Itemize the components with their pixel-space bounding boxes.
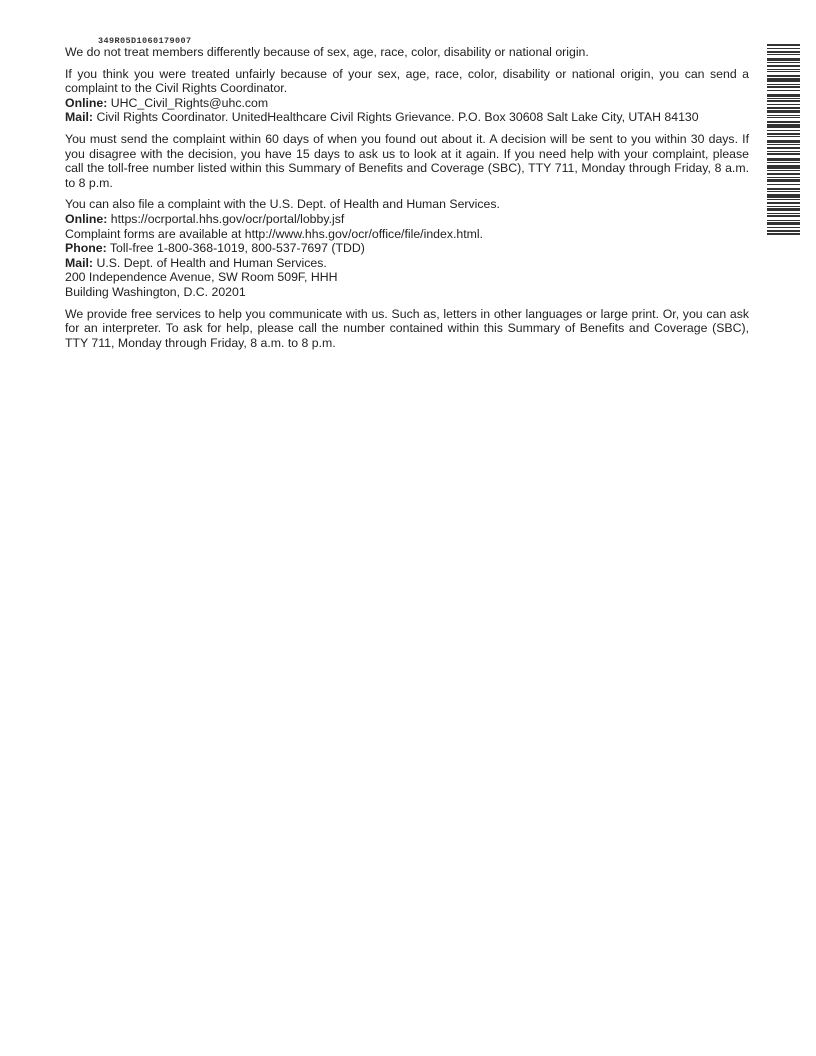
hhs-phone-number: Toll-free 1-800-368-1019, 800-537-7697 (TDD) — [109, 241, 365, 256]
barcode-graphic — [767, 44, 800, 277]
free-services-paragraph: We provide free services to help you communicate with us. Such as, letters in other languages or large print. Or, you can ask for an interpreter. To ask for help, please call the number contained within this Summary of Benefits and Coverage (SBC), TTY 711, Monday through Friday, 8 a.m. to 8 p.m. — [65, 306, 749, 350]
complaint-intro: If you think you were treated unfairly because of your sex, age, race, color, disability or national origin, you can send a complaint to the Civil Rights Coordinator. — [65, 66, 749, 96]
hhs-address-line2: Building Washington, D.C. 20201 — [65, 284, 246, 299]
hhs-phone-label: Phone: — [65, 241, 107, 256]
document-page — [65, 37, 749, 357]
hhs-online-url: https://ocrportal.hhs.gov/ocr/portal/lobby.jsf — [110, 211, 345, 226]
document-code: 349R05D1060179007 — [98, 36, 192, 46]
hhs-mail-name: U.S. Dept. of Health and Human Services. — [96, 255, 327, 270]
hhs-mail-label: Mail: — [65, 255, 94, 270]
complaint-section — [65, 67, 749, 125]
hhs-section — [65, 197, 749, 299]
uhc-online-email: UHC_Civil_Rights@uhc.com — [110, 95, 269, 110]
uhc-mail-label: Mail: — [65, 110, 94, 125]
hhs-forms-line: Complaint forms are available at http://www.hhs.gov/ocr/office/file/index.html. — [65, 226, 484, 241]
hhs-address-line1: 200 Independence Avenue, SW Room 509F, HHH — [65, 270, 338, 285]
nondiscrimination-statement: We do not treat members differently because of sex, age, race, color, disability or national origin. — [65, 45, 589, 59]
hhs-intro: You can also file a complaint with the U.S. Dept. of Health and Human Services. — [65, 197, 500, 212]
uhc-mail-address: Civil Rights Coordinator. UnitedHealthcare Civil Rights Grievance. P.O. Box 30608 Salt Lake City, UTAH 84130 — [96, 110, 699, 125]
deadline-paragraph: You must send the complaint within 60 days of when you found out about it. A decision will be sent to you within 30 days. If you disagree with the decision, you have 15 days to ask us to look at it again. If you need help with your complaint, please call the toll-free number listed within this Summary of Benefits and Coverage (SBC), TTY 711, Monday through Friday, 8 a.m. to 8 p.m. — [65, 131, 749, 190]
hhs-online-label: Online: — [65, 211, 108, 226]
uhc-online-label: Online: — [65, 95, 108, 110]
